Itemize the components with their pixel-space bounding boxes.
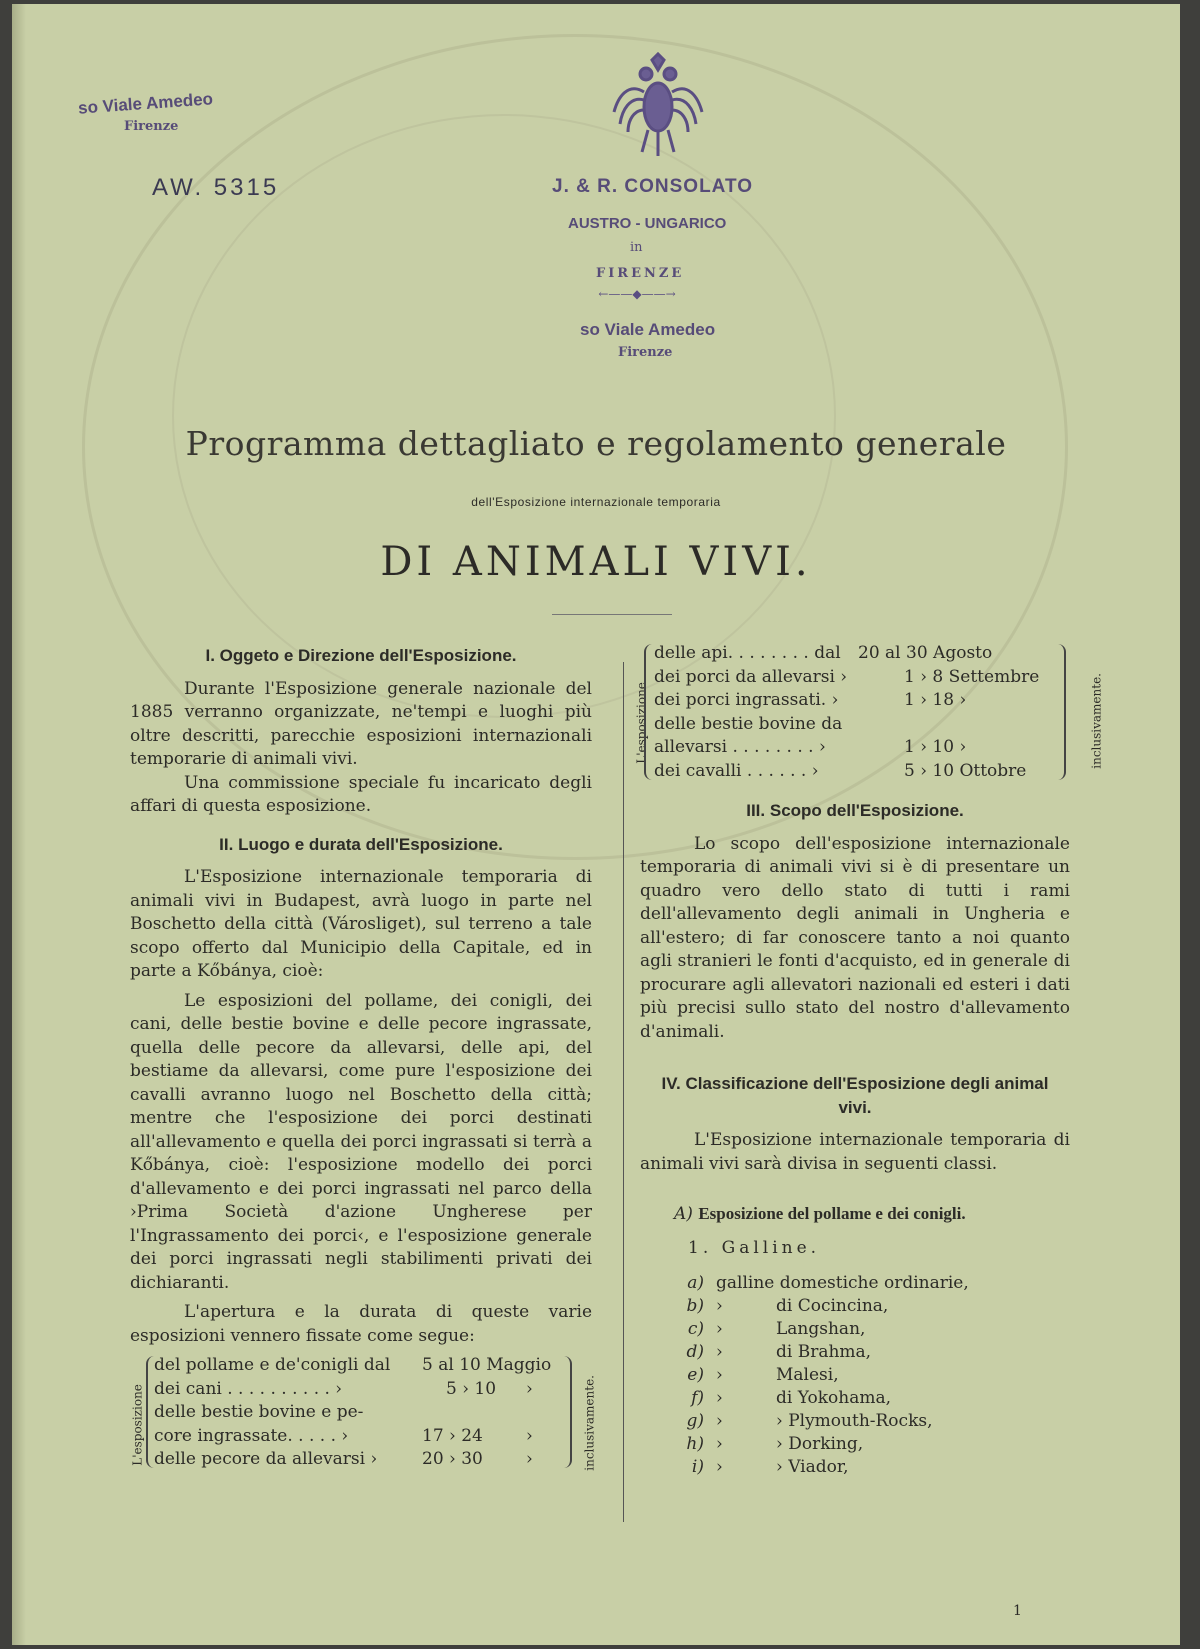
- table-row: delle pecore da allevarsi › 20 › 30 ›: [154, 1449, 533, 1469]
- list-item: b) › di Cocincina,: [686, 1296, 889, 1316]
- double-eagle-emblem-icon: [608, 52, 708, 162]
- page-number: 1: [1013, 1603, 1022, 1619]
- main-title: DI ANIMALI VIVI.: [380, 539, 812, 585]
- right-column: [634, 643, 1104, 1479]
- column-divider: [623, 662, 624, 1522]
- section-3-paragraph: Lo scopo dell'esposizione internazionale temporaria di animali vivi si è di presentare un quadro vero dello stato di tutti i rami dell'allevamento degli animali in Ungheria e all'estero; di far conoscere tanto a noi quanto agli stranieri le fonti d'acquisto, ed in generale di procurare agli allevatori nazionali ed esteri i dati più precisi sullo stato del nostro d'allevamento d'animali.: [640, 833, 1070, 1042]
- consulate-stamp-line4: FIRENZE: [596, 266, 685, 281]
- title-rule: [552, 614, 672, 615]
- section-4-heading: IV. Classificazione dell'Esposizione degli animal vivi.: [661, 1074, 1049, 1117]
- ornament-arrow-icon: ←——◆——→: [598, 287, 676, 301]
- section-1-paragraph-2: Una commissione speciale fu incaricato degli affari di questa esposizione.: [130, 772, 592, 816]
- schedule-table-right: [634, 642, 1104, 783]
- list-item: i) › › Viador,: [691, 1457, 849, 1477]
- page-fold-shadow: [12, 4, 26, 1645]
- schedule-table-left: [130, 1354, 597, 1472]
- list-item: g) › › Plymouth-Rocks,: [686, 1411, 933, 1431]
- section-1-paragraph-1: Durante l'Esposizione generale nazionale del 1885 verranno organizzate, ne'tempi e luoghi più oltre descritti, parecchie esposizioni internazionali temporarie di animali vivi.: [130, 678, 592, 769]
- stamp-city-bottom: Firenze: [618, 345, 673, 360]
- list-item: d) › di Brahma,: [686, 1342, 872, 1362]
- table-left-right-brace: [564, 1356, 572, 1468]
- table-left-brace: [146, 1356, 154, 1468]
- section-2-paragraph-2: Le esposizioni del pollame, dei conigli, dei cani, delle bestie bovine e delle pecore ingrassate, quella delle pecore da allevarsi, delle api, del bestiame da allevarsi, come pure l'esposizione dei cavalli avranno luogo nel Boschetto della città; mentre che l'esposizione dei porci destinati all'allevamento e quella dei porci ingrassati si terrà a Kőbánya, cioè: l'esposizione modello dei porci d'allevamento e dei porci ingrassati nel parco della ›Prima Società d'azione Ungherese per l'Ingrassamento dei porci‹, e l'esposizione generale dei porci ingrassati negli stabilimenti privati dei dichiaranti.: [130, 990, 592, 1293]
- list-item: e) › Malesi,: [687, 1365, 839, 1385]
- section-1-heading: I. Oggeto e Direzione dell'Esposizione.: [205, 646, 517, 665]
- table-right-brace: [644, 644, 652, 780]
- table-row: dei porci da allevarsi › 1 › 8 Settembre: [654, 666, 1040, 687]
- consulate-stamp-line2: AUSTRO - UNGARICO: [568, 215, 727, 232]
- section-2-paragraph-3: L'apertura e la durata di queste varie esposizioni vennero fissate come segue:: [130, 1302, 592, 1346]
- table-row: dei cani . . . . . . . . . . › 5 › 10 ›: [154, 1378, 533, 1399]
- table-left-right-label: inclusivamente.: [582, 1375, 597, 1471]
- subsection-a-heading: A) Esposizione del pollame e dei conigli.: [674, 1204, 966, 1224]
- document-title: Programma dettagliato e regolamento generale: [185, 424, 1007, 463]
- list-item: c) › Langshan,: [687, 1319, 866, 1339]
- table-row: delle bestie bovine e pe-: [154, 1402, 364, 1422]
- section-2-paragraph-1: L'Esposizione internazionale temporaria di animali vivi in Budapest, avrà luogo in parte nel Boschetto della città (Városliget), sul terreno a tale scopo offerto dal Municipio della Capitale, ed in parte a Kőbánya, cioè:: [130, 867, 592, 981]
- section-4-paragraph: L'Esposizione internazionale temporaria di animali vivi sarà divisa in seguenti classi.: [640, 1130, 1070, 1174]
- table-row: core ingrassate. . . . . › 17 › 24 ›: [154, 1425, 533, 1446]
- list-item: h) › › Dorking,: [686, 1434, 864, 1454]
- section-3-heading: III. Scopo dell'Esposizione.: [746, 801, 964, 820]
- stamp-city-top: Firenze: [124, 119, 179, 134]
- watermark-seal-inner: [172, 114, 836, 718]
- table-right-side-label: L'esposizione: [634, 682, 649, 764]
- table-row: del pollame e de'conigli dal 5 al 10 Maggio: [154, 1355, 552, 1375]
- list-item: f) › di Yokohama,: [691, 1388, 891, 1408]
- item-galline: 1. Galline.: [688, 1237, 821, 1258]
- consulate-stamp-line1: J. & R. CONSOLATO: [552, 176, 754, 197]
- document-subtitle: dell'Esposizione internazionale temporaria: [471, 495, 721, 509]
- reference-number: AW. 5315: [152, 174, 280, 201]
- stamp-address-top: so Viale Amedeo: [77, 89, 214, 118]
- table-row: delle bestie bovine da: [654, 713, 843, 734]
- table-row: dei porci ingrassati. › 1 › 18 ›: [654, 690, 967, 710]
- breed-list: [640, 1272, 1070, 1479]
- document-page: [12, 4, 1180, 1645]
- consulate-stamp-line3: in: [630, 240, 643, 255]
- stamp-address-bottom: so Viale Amedeo: [580, 320, 716, 339]
- table-row: allevarsi . . . . . . . . › 1 › 10 ›: [654, 737, 967, 757]
- table-right-right-label: inclusivamente.: [1089, 673, 1104, 769]
- table-right-right-brace: [1058, 644, 1066, 780]
- left-column: [130, 644, 597, 1472]
- list-item: a) galline domestiche ordinarie,: [687, 1273, 969, 1293]
- table-left-side-label: L'esposizione: [130, 1384, 145, 1466]
- table-row: delle api. . . . . . . . dal 20 al 30 Agosto: [654, 643, 993, 663]
- table-row: dei cavalli . . . . . . › 5 › 10 Ottobre: [654, 760, 1027, 781]
- section-2-heading: II. Luogo e durata dell'Esposizione.: [219, 834, 503, 854]
